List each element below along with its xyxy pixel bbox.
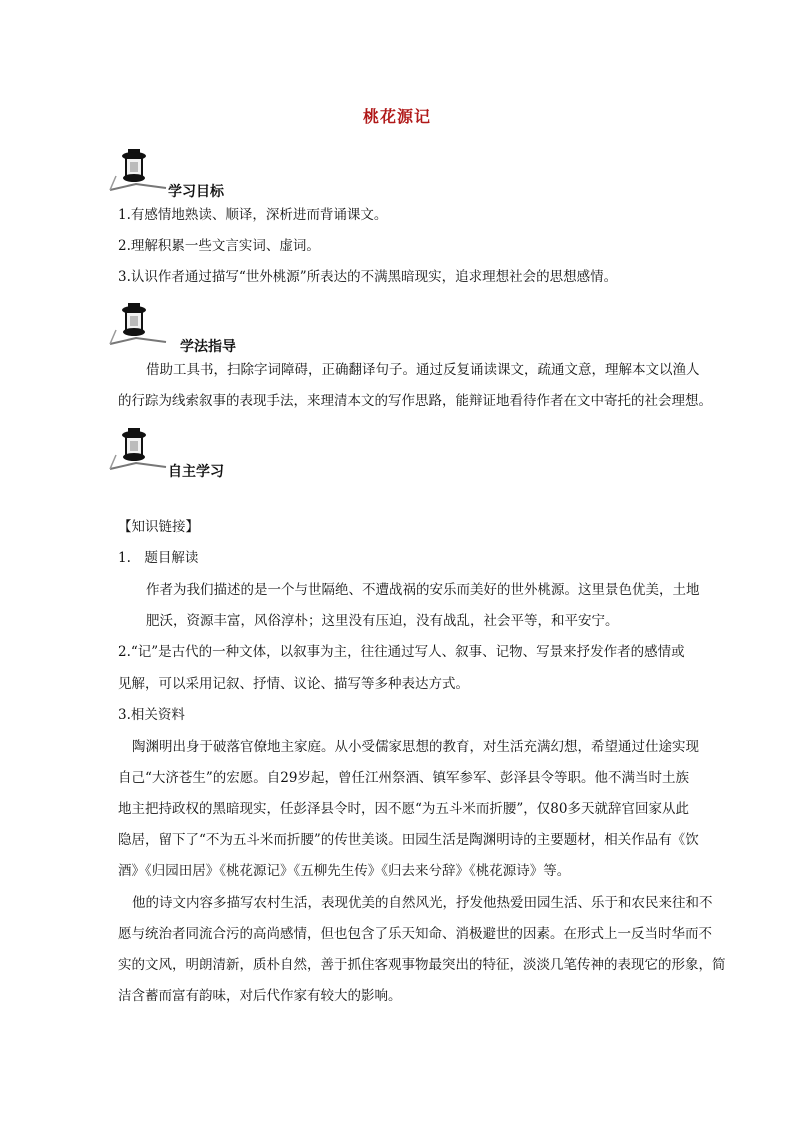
- item1-line-1: 作者为我们描述的是一个与世隔绝、不遭战祸的安乐而美好的世外桃源。这里景色优美，土地: [146, 582, 700, 598]
- item2-line-1: 2.“记”是古代的一种文体，以叙事为主，往往通过写人、叙事、记物、写景来抒发作者的感情或: [118, 644, 685, 660]
- page-title: 桃花源记: [362, 107, 431, 126]
- item3-para1-line-3: 地主把持政权的黑暗现实，任彭泽县令时，因不愿“为五斗米而折腰”，仅80多天就辞官回家从此: [118, 801, 689, 817]
- method-line-1: 借助工具书，扫除字词障碍，正确翻译句子。通过反复诵读课文，疏通文意，理解本文以渔人: [146, 362, 700, 378]
- item3-para2-line-1: 他的诗文内容多描写农村生活，表现优美的自然风光，抒发他热爱田园生活、乐于和农民来往和不: [132, 895, 713, 911]
- item1-title: 1. 题目解读: [118, 550, 199, 566]
- lantern-icon: [106, 146, 168, 194]
- self-study-heading: 自主学习: [168, 464, 224, 480]
- item3-para1-line-1: 陶渊明出身于破落官僚地主家庭。从小受儒家思想的教育，对生活充满幻想，希望通过仕途实现: [132, 739, 699, 755]
- item1-line-2: 肥沃，资源丰富，风俗淳朴；这里没有压迫，没有战乱，社会平等，和平安宁。: [146, 613, 619, 629]
- item2-line-2: 见解，可以采用记叙、抒情、议论、描写等多种表达方式。: [118, 676, 469, 692]
- item3-para2-line-3: 实的文风，明朗清新，质朴自然，善于抓住客观事物最突出的特征，淡淡几笔传神的表现它的形象，简: [118, 957, 726, 973]
- item3-para1-line-2: 自己“大济苍生”的宏愿。自29岁起，曾任江州祭酒、镇军参军、彭泽县令等职。他不满当时土族: [118, 770, 689, 786]
- lantern-icon: [106, 300, 168, 348]
- item3-title: 3.相关资料: [118, 707, 185, 723]
- item3-para2-line-4: 洁含蓄而富有韵味，对后代作家有较大的影响。: [118, 988, 402, 1004]
- method-heading: 学法指导: [180, 339, 236, 355]
- item3-para1-line-5: 酒》《归园田居》《桃花源记》《五柳先生传》《归去来兮辞》《桃花源诗》等。: [118, 863, 571, 879]
- goals-heading: 学习目标: [168, 184, 224, 200]
- knowledge-heading: 【知识链接】: [118, 519, 199, 535]
- item3-para2-line-2: 愿与统治者同流合污的高尚感情，但也包含了乐天知命、消极避世的因素。在形式上一反当时华而不: [118, 926, 712, 942]
- goal-item-1: 1.有感情地熟读、顺译，深析进而背诵课文。: [118, 207, 388, 223]
- item3-para1-line-4: 隐居，留下了“不为五斗米而折腰”的传世美谈。田园生活是陶渊明诗的主要题材，相关作品有《饮: [118, 832, 699, 848]
- goal-item-3: 3.认识作者通过描写“世外桃源”所表达的不满黑暗现实，追求理想社会的思想感情。: [118, 269, 618, 285]
- method-line-2: 的行踪为线索叙事的表现手法，来理清本文的写作思路，能辩证地看待作者在文中寄托的社会理想。: [118, 393, 712, 409]
- lantern-icon: [106, 425, 168, 473]
- goal-item-2: 2.理解积累一些文言实词、虚词。: [118, 238, 320, 254]
